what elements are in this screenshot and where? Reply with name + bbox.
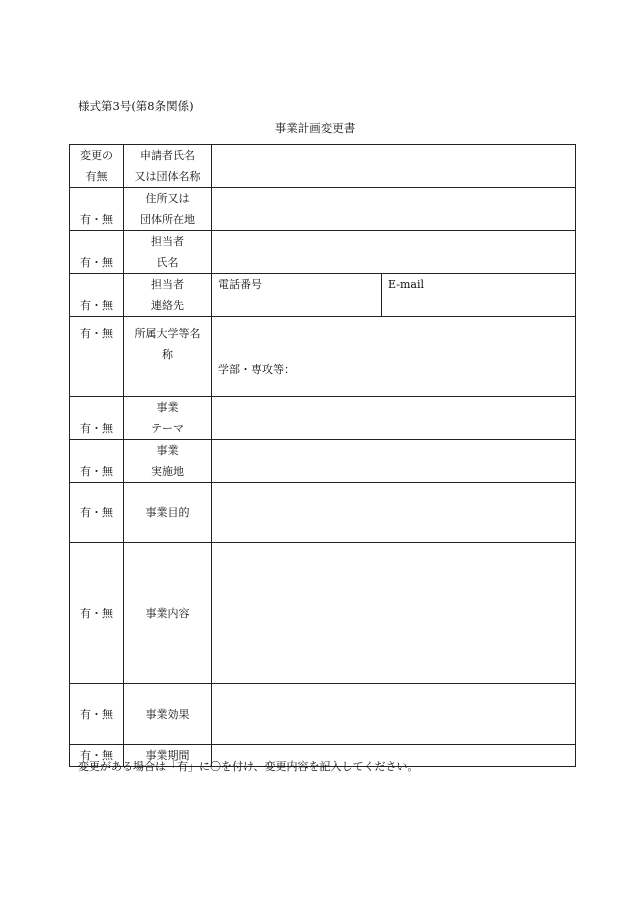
- contact-info-label-line2: 連絡先: [151, 299, 184, 312]
- applicant-value-field[interactable]: [212, 145, 576, 188]
- department-label: 学部・専攻等：: [218, 363, 295, 376]
- theme-label-line2: テーマ: [151, 422, 184, 435]
- change-header-cell: [70, 145, 124, 188]
- location-label: [124, 440, 212, 483]
- row-applicant: [70, 145, 576, 188]
- affiliation-value-field[interactable]: [212, 317, 576, 397]
- theme-change-option[interactable]: 有・無: [70, 397, 124, 440]
- change-header-line2: 有無: [85, 170, 108, 183]
- phone-number-label: 電話番号: [218, 278, 262, 291]
- affiliation-label-line2: 称: [162, 348, 173, 361]
- contact-person-change-option[interactable]: 有・無: [70, 231, 124, 274]
- form-number-label: 様式第3号(第8条関係): [78, 99, 194, 113]
- change-form-table: [69, 144, 576, 767]
- email-field[interactable]: [382, 274, 576, 317]
- theme-label-line1: 事業: [156, 401, 179, 414]
- affiliation-label-line1: 所属大学等名: [134, 327, 201, 340]
- location-change-option[interactable]: 有・無: [70, 440, 124, 483]
- row-address: [70, 188, 576, 231]
- row-content: [70, 543, 576, 684]
- row-theme: [70, 397, 576, 440]
- row-contact-person: [70, 231, 576, 274]
- footer-instruction-note: 変更がある場合は「有」に〇を付け、変更内容を記入してください。: [78, 760, 419, 773]
- address-label-line1: 住所又は: [145, 192, 190, 205]
- purpose-label: 事業目的: [124, 483, 212, 543]
- effect-value-field[interactable]: [212, 684, 576, 745]
- contact-person-label: [124, 231, 212, 274]
- contact-info-label: [124, 274, 212, 317]
- contact-info-label-line1: 担当者: [151, 278, 184, 291]
- contact-info-change-option[interactable]: 有・無: [70, 274, 124, 317]
- email-label: E-mail: [388, 278, 424, 291]
- period-change-option[interactable]: 有・無: [70, 745, 124, 767]
- applicant-label-line1: 申請者氏名: [140, 149, 195, 162]
- applicant-label-line2: 又は団体名称: [134, 170, 201, 183]
- period-label: 事業期間: [124, 745, 212, 767]
- row-contact-info: [70, 274, 576, 317]
- content-value-field[interactable]: [212, 543, 576, 684]
- contact-person-label-line2: 氏名: [156, 256, 179, 269]
- contact-person-label-line1: 担当者: [151, 235, 184, 248]
- affiliation-label: [124, 317, 212, 397]
- address-value-field[interactable]: [212, 188, 576, 231]
- theme-label: [124, 397, 212, 440]
- row-affiliation: [70, 317, 576, 397]
- applicant-label: [124, 145, 212, 188]
- row-location: [70, 440, 576, 483]
- effect-change-option[interactable]: 有・無: [70, 684, 124, 745]
- contact-person-value-field[interactable]: [212, 231, 576, 274]
- change-header-line1: 変更の: [80, 149, 113, 162]
- location-label-line2: 実施地: [151, 465, 184, 478]
- purpose-value-field[interactable]: [212, 483, 576, 543]
- affiliation-change-option[interactable]: 有・無: [70, 317, 124, 397]
- phone-number-field[interactable]: [212, 274, 382, 317]
- address-label: [124, 188, 212, 231]
- effect-label: 事業効果: [124, 684, 212, 745]
- content-change-option[interactable]: 有・無: [70, 543, 124, 684]
- address-change-option[interactable]: 有・無: [70, 188, 124, 231]
- purpose-change-option[interactable]: 有・無: [70, 483, 124, 543]
- row-effect: [70, 684, 576, 745]
- content-label: 事業内容: [124, 543, 212, 684]
- location-label-line1: 事業: [156, 444, 179, 457]
- theme-value-field[interactable]: [212, 397, 576, 440]
- address-label-line2: 団体所在地: [140, 213, 195, 226]
- location-value-field[interactable]: [212, 440, 576, 483]
- row-purpose: [70, 483, 576, 543]
- document-title: 事業計画変更書: [274, 121, 356, 135]
